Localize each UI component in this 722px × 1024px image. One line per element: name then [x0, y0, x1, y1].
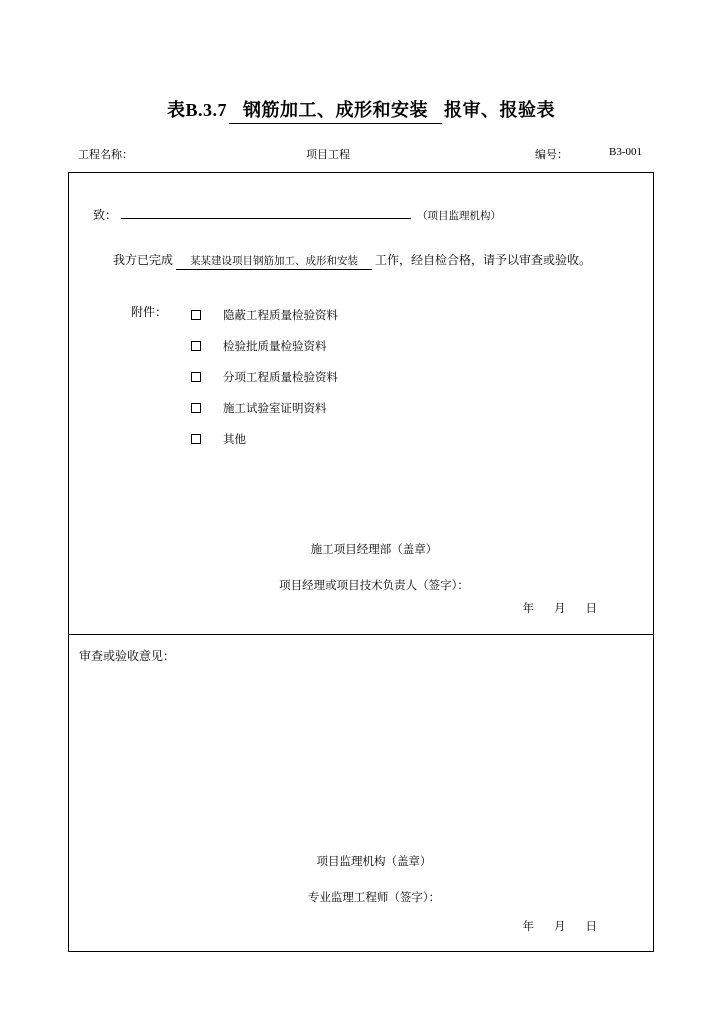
addressee-label: 致： — [93, 208, 118, 222]
addressee-org-note: （项目监理机构） — [417, 210, 502, 222]
contractor-org-line: 施工项目经理部（盖章） — [310, 544, 438, 556]
form-frame — [68, 172, 654, 952]
date-month-label: 月 — [554, 603, 566, 615]
date-year-label: 年 — [522, 603, 534, 615]
review-opinion-label: 审查或验收意见： — [79, 649, 176, 663]
addressee-row — [93, 205, 633, 223]
attachments-label: 附件： — [131, 305, 168, 319]
date-day-label: 日 — [585, 921, 597, 933]
supervisor-date-line — [513, 918, 608, 934]
contractor-date-line — [513, 600, 608, 616]
contractor-signature-block — [69, 541, 653, 593]
addressee-input[interactable] — [121, 205, 411, 219]
checkbox-icon[interactable] — [191, 310, 201, 320]
attachments-list — [191, 299, 338, 454]
form-upper-section — [69, 173, 653, 635]
date-month-label: 月 — [554, 921, 566, 933]
attachment-label: 分项工程质量检验资料 — [223, 371, 338, 384]
list-item[interactable] — [191, 299, 338, 330]
checkbox-icon[interactable] — [191, 372, 201, 382]
completion-content-input[interactable]: 某某建设项目钢筋加工、成形和安装 — [176, 253, 372, 270]
form-lower-section — [69, 635, 653, 952]
project-name-value: 项目工程 — [306, 149, 350, 161]
completion-statement-row — [113, 251, 643, 270]
document-header — [78, 146, 644, 162]
list-item[interactable] — [191, 361, 338, 392]
completion-suffix: 工作，经自检合格，请予以审查或验收。 — [375, 253, 592, 267]
list-item[interactable] — [191, 330, 338, 361]
document-number-value: B3-001 — [609, 146, 642, 158]
date-day-label: 日 — [585, 603, 597, 615]
title-suffix: 报审、报验表 — [444, 100, 555, 120]
completion-prefix: 我方已完成 — [113, 253, 174, 267]
checkbox-icon[interactable] — [191, 403, 201, 413]
attachment-label: 隐蔽工程质量检验资料 — [223, 309, 338, 322]
title-subject-blank: 钢筋加工、成形和安装 — [229, 96, 442, 124]
date-year-label: 年 — [522, 921, 534, 933]
supervisor-person-line: 专业监理工程师（签字）： — [307, 892, 441, 904]
title-prefix: 表B.3.7 — [166, 100, 227, 120]
contractor-person-line: 项目经理或项目技术负责人（签字）： — [279, 580, 469, 592]
project-name-label: 工程名称： — [78, 149, 133, 161]
page-title — [0, 96, 722, 124]
list-item[interactable] — [191, 423, 338, 454]
attachment-label: 施工试验室证明资料 — [223, 402, 327, 415]
attachment-label: 检验批质量检验资料 — [223, 340, 327, 353]
attachment-label: 其他 — [223, 433, 246, 446]
checkbox-icon[interactable] — [191, 434, 201, 444]
supervisor-org-line: 项目监理机构（盖章） — [316, 856, 432, 868]
supervisor-signature-block — [69, 853, 653, 905]
document-number-label: 编号： — [535, 149, 568, 161]
list-item[interactable] — [191, 392, 338, 423]
checkbox-icon[interactable] — [191, 341, 201, 351]
